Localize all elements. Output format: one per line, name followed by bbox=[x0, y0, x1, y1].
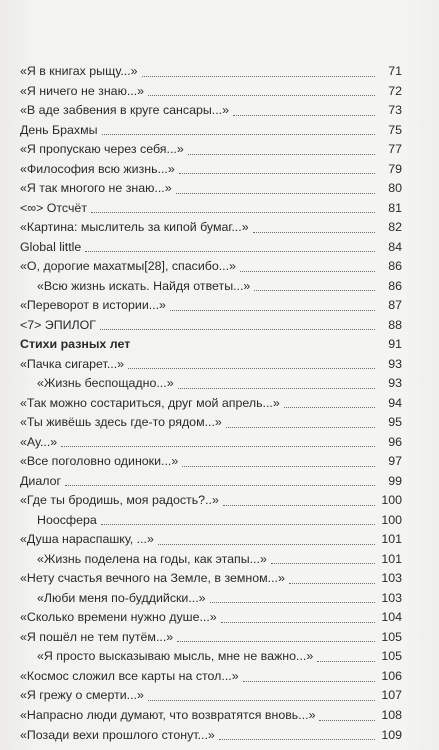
toc-entry-title: «Напрасно люди думают, что возвратятся вновь...» bbox=[20, 708, 316, 722]
toc-entry bbox=[20, 199, 402, 219]
toc-entry-title: Стихи разных лет bbox=[20, 337, 131, 352]
dot-leader bbox=[134, 349, 375, 350]
toc-entry-title: «Переворот в истории...» bbox=[20, 298, 166, 313]
toc-entry-title: «Так можно состариться, друг мой апрель...» bbox=[20, 395, 280, 410]
toc-entry-page-number: 100 bbox=[381, 512, 402, 527]
toc-entry-page-number: 80 bbox=[388, 181, 402, 196]
toc-entry bbox=[20, 179, 402, 199]
toc-entry bbox=[20, 413, 402, 433]
toc-entry-page-number: 96 bbox=[388, 434, 402, 449]
toc-entry-page-number: 95 bbox=[388, 415, 402, 430]
dot-leader bbox=[148, 95, 375, 96]
toc-entry-page-number: 82 bbox=[388, 220, 402, 235]
dot-leader bbox=[177, 641, 375, 642]
toc-entry bbox=[20, 433, 402, 453]
toc-entry-page-number: 79 bbox=[388, 161, 402, 176]
toc-entry bbox=[20, 355, 402, 375]
dot-leader bbox=[128, 368, 375, 369]
toc-entry bbox=[20, 550, 402, 570]
toc-entry-title: «Жизнь поделена на годы, как этапы...» bbox=[37, 551, 267, 566]
toc-entry-page-number: 91 bbox=[388, 337, 402, 352]
toc-entry bbox=[20, 687, 402, 707]
toc-entry-page-number: 97 bbox=[388, 454, 402, 469]
dot-leader bbox=[158, 544, 375, 545]
toc-entry-page-number: 94 bbox=[388, 395, 402, 410]
toc-entry-title: <7> ЭПИЛОГ bbox=[20, 317, 97, 332]
dot-leader bbox=[91, 212, 375, 213]
dot-leader bbox=[102, 134, 375, 135]
toc-entry-title: «В аде забвения в круге сансары...» bbox=[20, 103, 229, 118]
dot-leader bbox=[65, 485, 375, 486]
toc-entry-page-number: 107 bbox=[381, 688, 402, 703]
toc-entry-page-number: 101 bbox=[381, 532, 402, 547]
toc-entry-page-number: 108 bbox=[381, 708, 402, 722]
toc-entry bbox=[20, 472, 402, 492]
dot-leader bbox=[176, 193, 375, 194]
toc-entry-page-number: 93 bbox=[388, 356, 402, 371]
dot-leader bbox=[182, 466, 375, 467]
dot-leader bbox=[148, 700, 375, 701]
toc-entry-page-number: 105 bbox=[381, 649, 402, 664]
toc-entry-title: «Ты живёшь здесь где-то рядом...» bbox=[20, 415, 222, 430]
dot-leader bbox=[284, 407, 375, 408]
toc-entry bbox=[20, 706, 402, 726]
toc-entry bbox=[20, 667, 402, 687]
toc-entry-title: <∞> Отсчёт bbox=[20, 200, 87, 215]
toc-entry bbox=[20, 218, 402, 238]
toc-entry bbox=[20, 569, 402, 589]
dot-leader bbox=[289, 583, 375, 584]
toc-entry-title: «О, дорогие махатмы[28], спасибо...» bbox=[20, 259, 236, 274]
toc-entry-title: «Я в книгах рыщу...» bbox=[20, 63, 138, 78]
toc-entry-title: «Я так многого не знаю...» bbox=[20, 181, 172, 196]
table-of-contents bbox=[20, 62, 402, 745]
toc-entry-page-number: 86 bbox=[388, 278, 402, 293]
dot-leader bbox=[178, 388, 375, 389]
toc-entry bbox=[20, 277, 402, 297]
dot-leader bbox=[317, 661, 375, 662]
toc-entry-page-number: 73 bbox=[388, 103, 402, 118]
dot-leader bbox=[243, 681, 375, 682]
toc-entry-title: «Я пошёл не тем путём...» bbox=[20, 629, 174, 644]
toc-entry bbox=[20, 530, 402, 550]
dot-leader bbox=[233, 115, 375, 116]
toc-entry-page-number: 103 bbox=[381, 571, 402, 586]
toc-entry bbox=[20, 62, 402, 82]
toc-entry-title: Диалог bbox=[20, 473, 61, 488]
toc-entry bbox=[20, 257, 402, 277]
toc-entry-title: «Космос сложил все карты на стол...» bbox=[20, 668, 239, 683]
dot-leader bbox=[319, 720, 375, 721]
dot-leader bbox=[85, 251, 375, 252]
toc-entry-page-number: 106 bbox=[381, 668, 402, 683]
dot-leader bbox=[253, 232, 375, 233]
toc-section-heading bbox=[20, 335, 402, 355]
toc-entry-title: Ноосфера bbox=[37, 512, 97, 527]
toc-entry bbox=[20, 238, 402, 258]
dot-leader bbox=[170, 310, 375, 311]
toc-entry-page-number: 100 bbox=[381, 493, 402, 508]
toc-entry bbox=[20, 608, 402, 628]
toc-entry-page-number: 93 bbox=[388, 376, 402, 391]
toc-entry-page-number: 103 bbox=[381, 590, 402, 605]
toc-entry-title: «Я просто высказываю мысль, мне не важно...» bbox=[37, 649, 314, 664]
toc-entry bbox=[20, 589, 402, 609]
toc-entry bbox=[20, 491, 402, 511]
toc-entry bbox=[20, 140, 402, 160]
toc-entry bbox=[20, 394, 402, 414]
toc-entry-title: «Люби меня по-буддийски...» bbox=[37, 590, 206, 605]
toc-entry-title: Global little bbox=[20, 239, 82, 254]
toc-entry bbox=[20, 628, 402, 648]
toc-entry-title: «Философия всю жизнь...» bbox=[20, 161, 175, 176]
toc-entry-page-number: 86 bbox=[388, 259, 402, 274]
dot-leader bbox=[61, 446, 375, 447]
toc-entry-page-number: 87 bbox=[388, 298, 402, 313]
toc-entry bbox=[20, 82, 402, 102]
toc-entry-title: «Позади вехи прошлого стонут...» bbox=[20, 727, 215, 742]
dot-leader bbox=[100, 329, 375, 330]
toc-entry bbox=[20, 511, 402, 531]
toc-entry-page-number: 105 bbox=[381, 629, 402, 644]
toc-entry-title: «Душа нараспашку, ...» bbox=[20, 532, 154, 547]
toc-entry-page-number: 75 bbox=[388, 122, 402, 137]
toc-entry-title: День Брахмы bbox=[20, 122, 98, 137]
toc-entry-title: «Жизнь беспощадно...» bbox=[37, 376, 174, 391]
toc-entry-title: «Я ничего не знаю...» bbox=[20, 83, 145, 98]
toc-entry-page-number: 99 bbox=[388, 473, 402, 488]
dot-leader bbox=[142, 76, 375, 77]
toc-entry-title: «Я грежу о смерти...» bbox=[20, 688, 144, 703]
dot-leader bbox=[223, 505, 375, 506]
toc-entry-page-number: 84 bbox=[388, 239, 402, 254]
dot-leader bbox=[221, 622, 375, 623]
toc-entry bbox=[20, 374, 402, 394]
dot-leader bbox=[101, 524, 375, 525]
toc-entry bbox=[20, 647, 402, 667]
toc-entry bbox=[20, 316, 402, 336]
toc-entry bbox=[20, 101, 402, 121]
toc-entry-page-number: 71 bbox=[388, 63, 402, 78]
toc-entry-page-number: 101 bbox=[381, 551, 402, 566]
toc-entry bbox=[20, 121, 402, 141]
toc-entry bbox=[20, 726, 402, 746]
toc-entry-page-number: 104 bbox=[381, 610, 402, 625]
toc-entry-title: «Ау...» bbox=[20, 434, 58, 449]
toc-entry-title: «Картина: мыслитель за кипой бумаг...» bbox=[20, 220, 249, 235]
dot-leader bbox=[179, 173, 375, 174]
toc-entry-page-number: 81 bbox=[388, 200, 402, 215]
toc-entry bbox=[20, 160, 402, 180]
toc-entry-page-number: 77 bbox=[388, 142, 402, 157]
toc-entry bbox=[20, 452, 402, 472]
dot-leader bbox=[240, 271, 375, 272]
toc-entry-page-number: 109 bbox=[381, 727, 402, 742]
toc-entry-page-number: 72 bbox=[388, 83, 402, 98]
dot-leader bbox=[219, 739, 375, 740]
toc-entry-title: «Все поголовно одиноки...» bbox=[20, 454, 179, 469]
dot-leader bbox=[188, 154, 375, 155]
dot-leader bbox=[254, 290, 375, 291]
dot-leader bbox=[226, 427, 375, 428]
toc-entry-title: «Пачка сигарет...» bbox=[20, 356, 125, 371]
dot-leader bbox=[210, 602, 375, 603]
toc-entry bbox=[20, 296, 402, 316]
toc-entry-title: «Сколько времени нужно душе...» bbox=[20, 610, 217, 625]
toc-entry-title: «Нету счастья вечного на Земле, в земном...» bbox=[20, 571, 285, 586]
toc-entry-title: «Я пропускаю через себя...» bbox=[20, 142, 184, 157]
toc-entry-title: «Всю жизнь искать. Найдя ответы...» bbox=[37, 278, 251, 293]
toc-entry-page-number: 88 bbox=[388, 317, 402, 332]
toc-entry-title: «Где ты бродишь, моя радость?..» bbox=[20, 493, 219, 508]
dot-leader bbox=[271, 563, 375, 564]
